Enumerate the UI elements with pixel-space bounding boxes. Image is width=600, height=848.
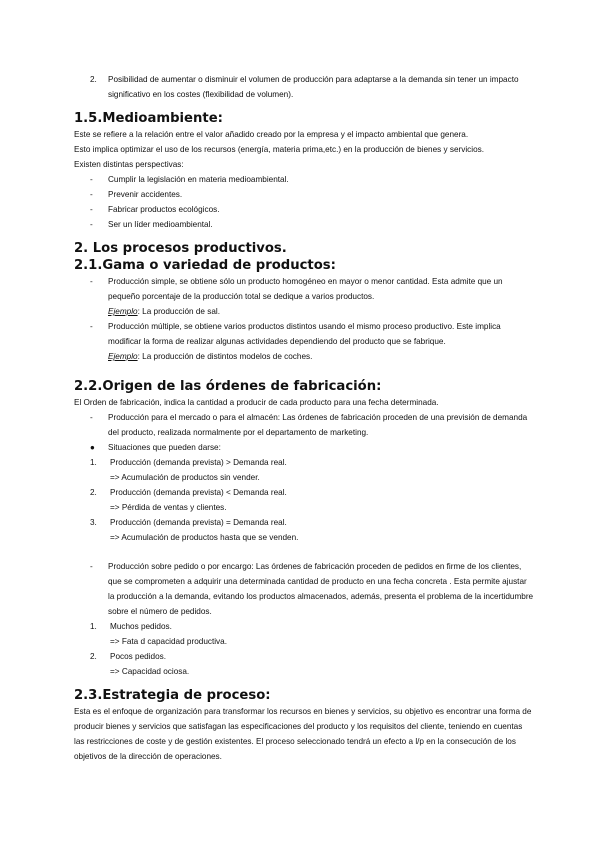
list-item <box>74 319 534 364</box>
list-item-text: Producción sobre pedido o por encargo: Las órdenes de fabricación proceden de pedidos en firme de los clientes, que se comprometen a adquirir una determinada cantidad de producto en una fecha concreta . Esta permite ajustar la producción a la demanda, evitando los productos almacenados, además, presenta el problema de la incertidumbre sobre el número de pedidos. <box>108 562 534 616</box>
list-item-text: Fabricar productos ecológicos. <box>108 205 220 214</box>
result-line: => Capacidad ociosa. <box>110 667 190 676</box>
paragraph: Existen distintas perspectivas: <box>74 160 184 169</box>
list-item <box>74 187 534 202</box>
list-item-text: Ser un líder medioambiental. <box>108 220 213 229</box>
numbered-item <box>74 455 534 470</box>
list-number: 2. <box>90 488 97 497</box>
list-item-text: Producción (demanda prevista) < Demanda real. <box>110 488 287 497</box>
list-item-text: Cumplir la legislación en materia medioambiental. <box>108 175 289 184</box>
list-item <box>74 559 534 619</box>
list-item-text: Producción (demanda prevista) > Demanda real. <box>110 458 287 467</box>
list-item <box>74 440 534 455</box>
section-heading-gama: 2.1.Gama o variedad de productos: <box>74 258 336 273</box>
numbered-item <box>74 515 534 530</box>
numbered-item <box>74 485 534 500</box>
list-item <box>74 202 534 217</box>
list-item-text: Pocos pedidos. <box>110 652 166 661</box>
dash-marker: - <box>90 562 93 571</box>
section-heading-medioambiente: 1.5.Medioambiente: <box>74 111 223 126</box>
section-heading-estrategia: 2.3.Estrategia de proceso: <box>74 688 271 703</box>
list-item-text: Producción múltiple, se obtiene varios productos distintos usando el mismo proceso productivo. Este implica modificar la forma de realizar algunas actividades dependiendo del producto que se fabrique. <box>108 322 501 346</box>
list-item-text: Producción para el mercado o para el almacén: Las órdenes de fabricación proceden de una previsión de demanda del producto, realizada normalmente por el departamento de marketing. <box>108 413 528 437</box>
result-line: => Fata d capacidad productiva. <box>110 637 227 646</box>
numbered-item <box>74 619 534 634</box>
result-line: => Acumulación de productos hasta que se venden. <box>110 533 299 542</box>
list-item <box>74 410 534 440</box>
list-number: 2. <box>90 652 97 661</box>
example-label: Ejemplo <box>108 352 138 361</box>
dash-marker: - <box>90 277 93 286</box>
dash-marker: - <box>90 220 93 229</box>
list-item-text: Posibilidad de aumentar o disminuir el volumen de producción para adaptarse a la demanda sin tener un impacto significativo en los costes (flexibilidad de volumen). <box>108 75 519 99</box>
dash-marker: - <box>90 413 93 422</box>
list-number: 3. <box>90 518 97 527</box>
list-item <box>74 217 534 232</box>
list-item-text: Producción (demanda prevista) = Demanda real. <box>110 518 287 527</box>
paragraph: Este se refiere a la relación entre el valor añadido creado por la empresa y el impacto ambiental que genera. <box>74 130 469 139</box>
section-heading-origen: 2.2.Origen de las órdenes de fabricación: <box>74 379 382 394</box>
list-item <box>74 172 534 187</box>
dash-marker: - <box>90 190 93 199</box>
list-item-text: Prevenir accidentes. <box>108 190 183 199</box>
result-line: => Pérdida de ventas y clientes. <box>110 503 227 512</box>
bullet-marker: ● <box>90 443 95 452</box>
dash-marker: - <box>90 175 93 184</box>
example-label: Ejemplo <box>108 307 138 316</box>
document-page <box>74 72 534 764</box>
list-number: 2. <box>90 75 97 84</box>
list-number: 1. <box>90 622 97 631</box>
paragraph: El Orden de fabricación, indica la cantidad a producir de cada producto para una fecha determinada. <box>74 398 439 407</box>
example-text: : La producción de distintos modelos de coches. <box>137 352 313 361</box>
list-number: 1. <box>90 458 97 467</box>
list-item <box>74 274 534 319</box>
dash-marker: - <box>90 205 93 214</box>
dash-marker: - <box>90 322 93 331</box>
list-item-text: Situaciones que pueden darse: <box>108 443 221 452</box>
paragraph: Esto implica optimizar el uso de los recursos (energía, materia prima,etc.) en la producción de bienes y servicios. <box>74 145 485 154</box>
list-item-text: Producción simple, se obtiene sólo un producto homogéneo en mayor o menor cantidad. Esta admite que un pequeño porcentaje de la producción total se dedique a varios productos. <box>108 277 503 301</box>
result-line: => Acumulación de productos sin vender. <box>110 473 260 482</box>
example-text: : La producción de sal. <box>137 307 220 316</box>
section-heading-procesos: 2. Los procesos productivos. <box>74 241 287 256</box>
paragraph: Esta es el enfoque de organización para transformar los recursos en bienes y servicios, su objetivo es encontrar una forma de producir bienes y servicios que satisfagan las especificaciones del producto y los requisitos del cliente, teniendo en cuentas las restricciones de coste y de gestión existentes. El proceso seleccionado tendrá un efecto a l/p en la consecución de los objetivos de la dirección de operaciones. <box>74 707 532 761</box>
list-item-text: Muchos pedidos. <box>110 622 172 631</box>
numbered-item <box>74 649 534 664</box>
list-item <box>74 72 534 102</box>
